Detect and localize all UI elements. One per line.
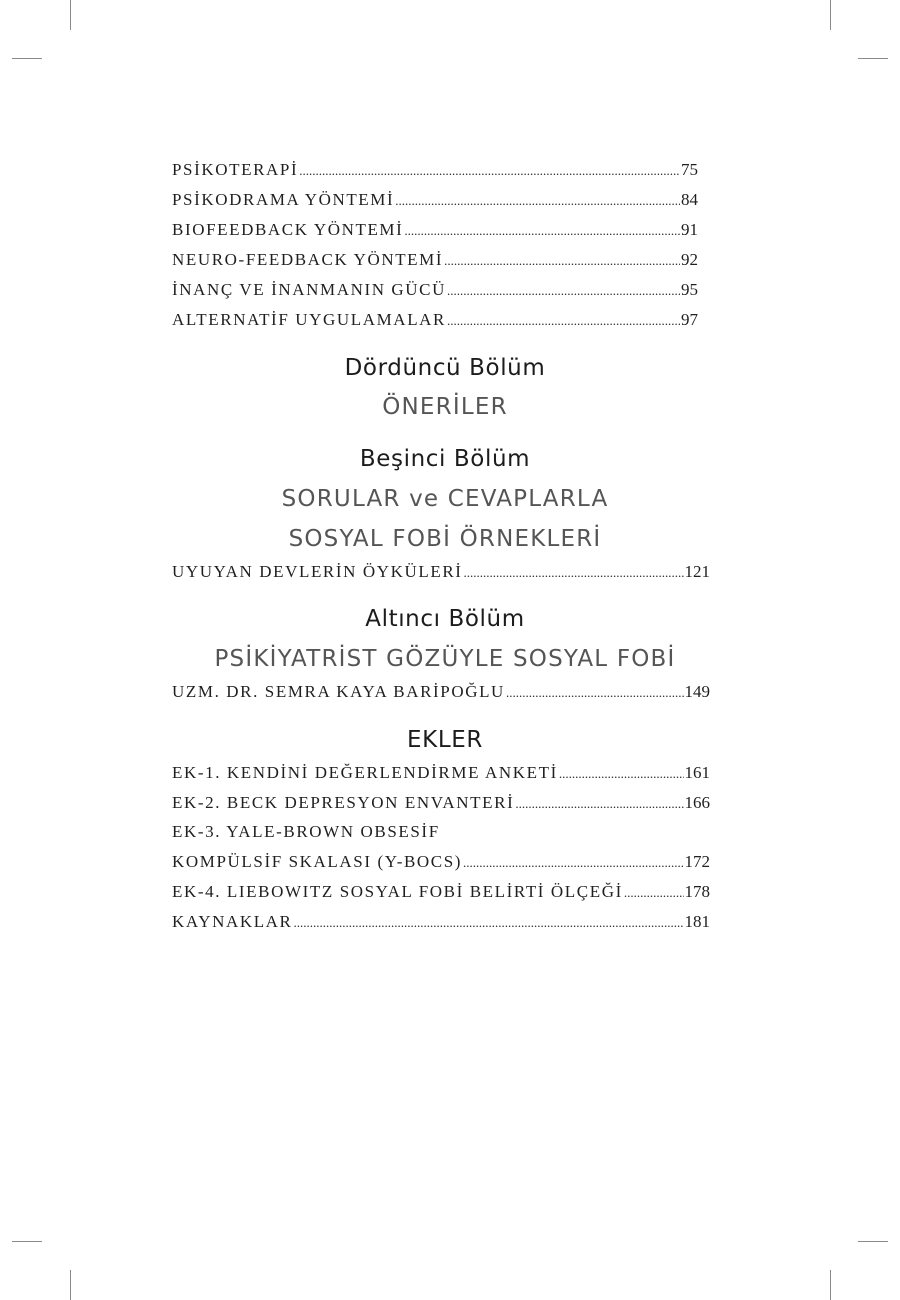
- toc-entry-title: PSİKOTERAPİ: [172, 160, 299, 179]
- toc-leader-dots: [624, 885, 684, 901]
- toc-leader-dots: [395, 193, 680, 209]
- toc-entry-page: 97: [681, 310, 698, 329]
- toc-entry-page: 121: [684, 562, 710, 581]
- section-title: ÖNERİLER: [382, 394, 508, 420]
- toc-entry-page: 92: [681, 250, 698, 269]
- toc-entry-title: BIOFEEDBACK YÖNTEMİ: [172, 220, 404, 239]
- toc-entry-page: 172: [684, 852, 710, 871]
- crop-mark: [12, 58, 42, 59]
- toc-leader-dots: [463, 855, 683, 871]
- section-title: SORULAR ve CEVAPLARLA: [281, 486, 609, 512]
- toc-leader-dots: [294, 915, 684, 931]
- toc-entry: [172, 220, 698, 244]
- toc-entry: [172, 310, 698, 334]
- part-heading: Beşinci Bölüm: [359, 446, 531, 472]
- toc-leader-dots: [444, 253, 680, 269]
- toc-leader-dots: [515, 796, 683, 812]
- toc-entry-title: ALTERNATİF UYGULAMALAR: [172, 310, 446, 329]
- toc-entry-page: 84: [681, 190, 698, 209]
- toc-entry-title: EK-1. KENDİNİ DEĞERLENDİRME ANKETİ: [172, 763, 558, 782]
- toc-entry-page: 178: [684, 882, 710, 901]
- toc-entry-title: UYUYAN DEVLERİN ÖYKÜLERİ: [172, 562, 463, 581]
- crop-mark: [858, 58, 888, 59]
- section-title: PSİKİYATRİST GÖZÜYLE SOSYAL FOBİ: [214, 646, 676, 672]
- section-title: SOSYAL FOBİ ÖRNEKLERİ: [288, 526, 602, 552]
- toc-entry-page: 75: [681, 160, 698, 179]
- toc-entry-title: EK-4. LIEBOWITZ SOSYAL FOBİ BELİRTİ ÖLÇEĞİ: [172, 882, 623, 901]
- toc-entry-page: 95: [681, 280, 698, 299]
- crop-mark: [70, 1270, 71, 1300]
- toc-entry-title: UZM. DR. SEMRA KAYA BARİPOĞLU: [172, 682, 505, 701]
- toc-entry: [172, 250, 698, 274]
- toc-entry: [172, 682, 710, 706]
- part-heading: Altıncı Bölüm: [365, 606, 525, 632]
- toc-leader-dots: [506, 685, 684, 701]
- toc-entry-page: 149: [684, 682, 710, 701]
- toc-entry: [172, 763, 710, 787]
- toc-entry-title: KAYNAKLAR: [172, 912, 293, 931]
- toc-entry: [172, 882, 710, 906]
- toc-entry-page: 166: [684, 793, 710, 812]
- crop-mark: [830, 0, 831, 30]
- toc-entry: [172, 852, 710, 876]
- toc-leader-dots: [559, 766, 684, 782]
- toc-leader-dots: [299, 163, 680, 179]
- toc-leader-dots: [404, 223, 680, 239]
- toc-entry-title: İNANÇ VE İNANMANIN GÜCÜ: [172, 280, 447, 299]
- toc-entry-title: EK-2. BECK DEPRESYON ENVANTERİ: [172, 793, 515, 812]
- toc-entry: [172, 912, 710, 936]
- toc-entry-page: 161: [684, 763, 710, 782]
- appendix-heading: EKLER: [407, 727, 483, 753]
- toc-entry-title: KOMPÜLSİF SKALASI (Y-BOCS): [172, 852, 463, 871]
- toc-leader-dots: [447, 313, 680, 329]
- toc-entry: [172, 793, 710, 817]
- toc-entry: [172, 562, 710, 586]
- toc-entry: [172, 280, 698, 304]
- crop-mark: [12, 1241, 42, 1242]
- toc-entry-title: PSİKODRAMA YÖNTEMİ: [172, 190, 395, 209]
- crop-mark: [70, 0, 71, 30]
- toc-entry: [172, 160, 698, 184]
- toc-entry-title: NEURO-FEEDBACK YÖNTEMİ: [172, 250, 444, 269]
- part-heading: Dördüncü Bölüm: [344, 355, 546, 381]
- toc-leader-dots: [464, 565, 684, 581]
- toc-entry: [172, 190, 698, 214]
- crop-mark: [858, 1241, 888, 1242]
- toc-entry-page: 91: [681, 220, 698, 239]
- toc-entry-page: 181: [684, 912, 710, 931]
- toc-leader-dots: [447, 283, 680, 299]
- toc-entry-title: EK-3. YALE-BROWN OBSESİF: [172, 822, 440, 841]
- crop-mark: [830, 1270, 831, 1300]
